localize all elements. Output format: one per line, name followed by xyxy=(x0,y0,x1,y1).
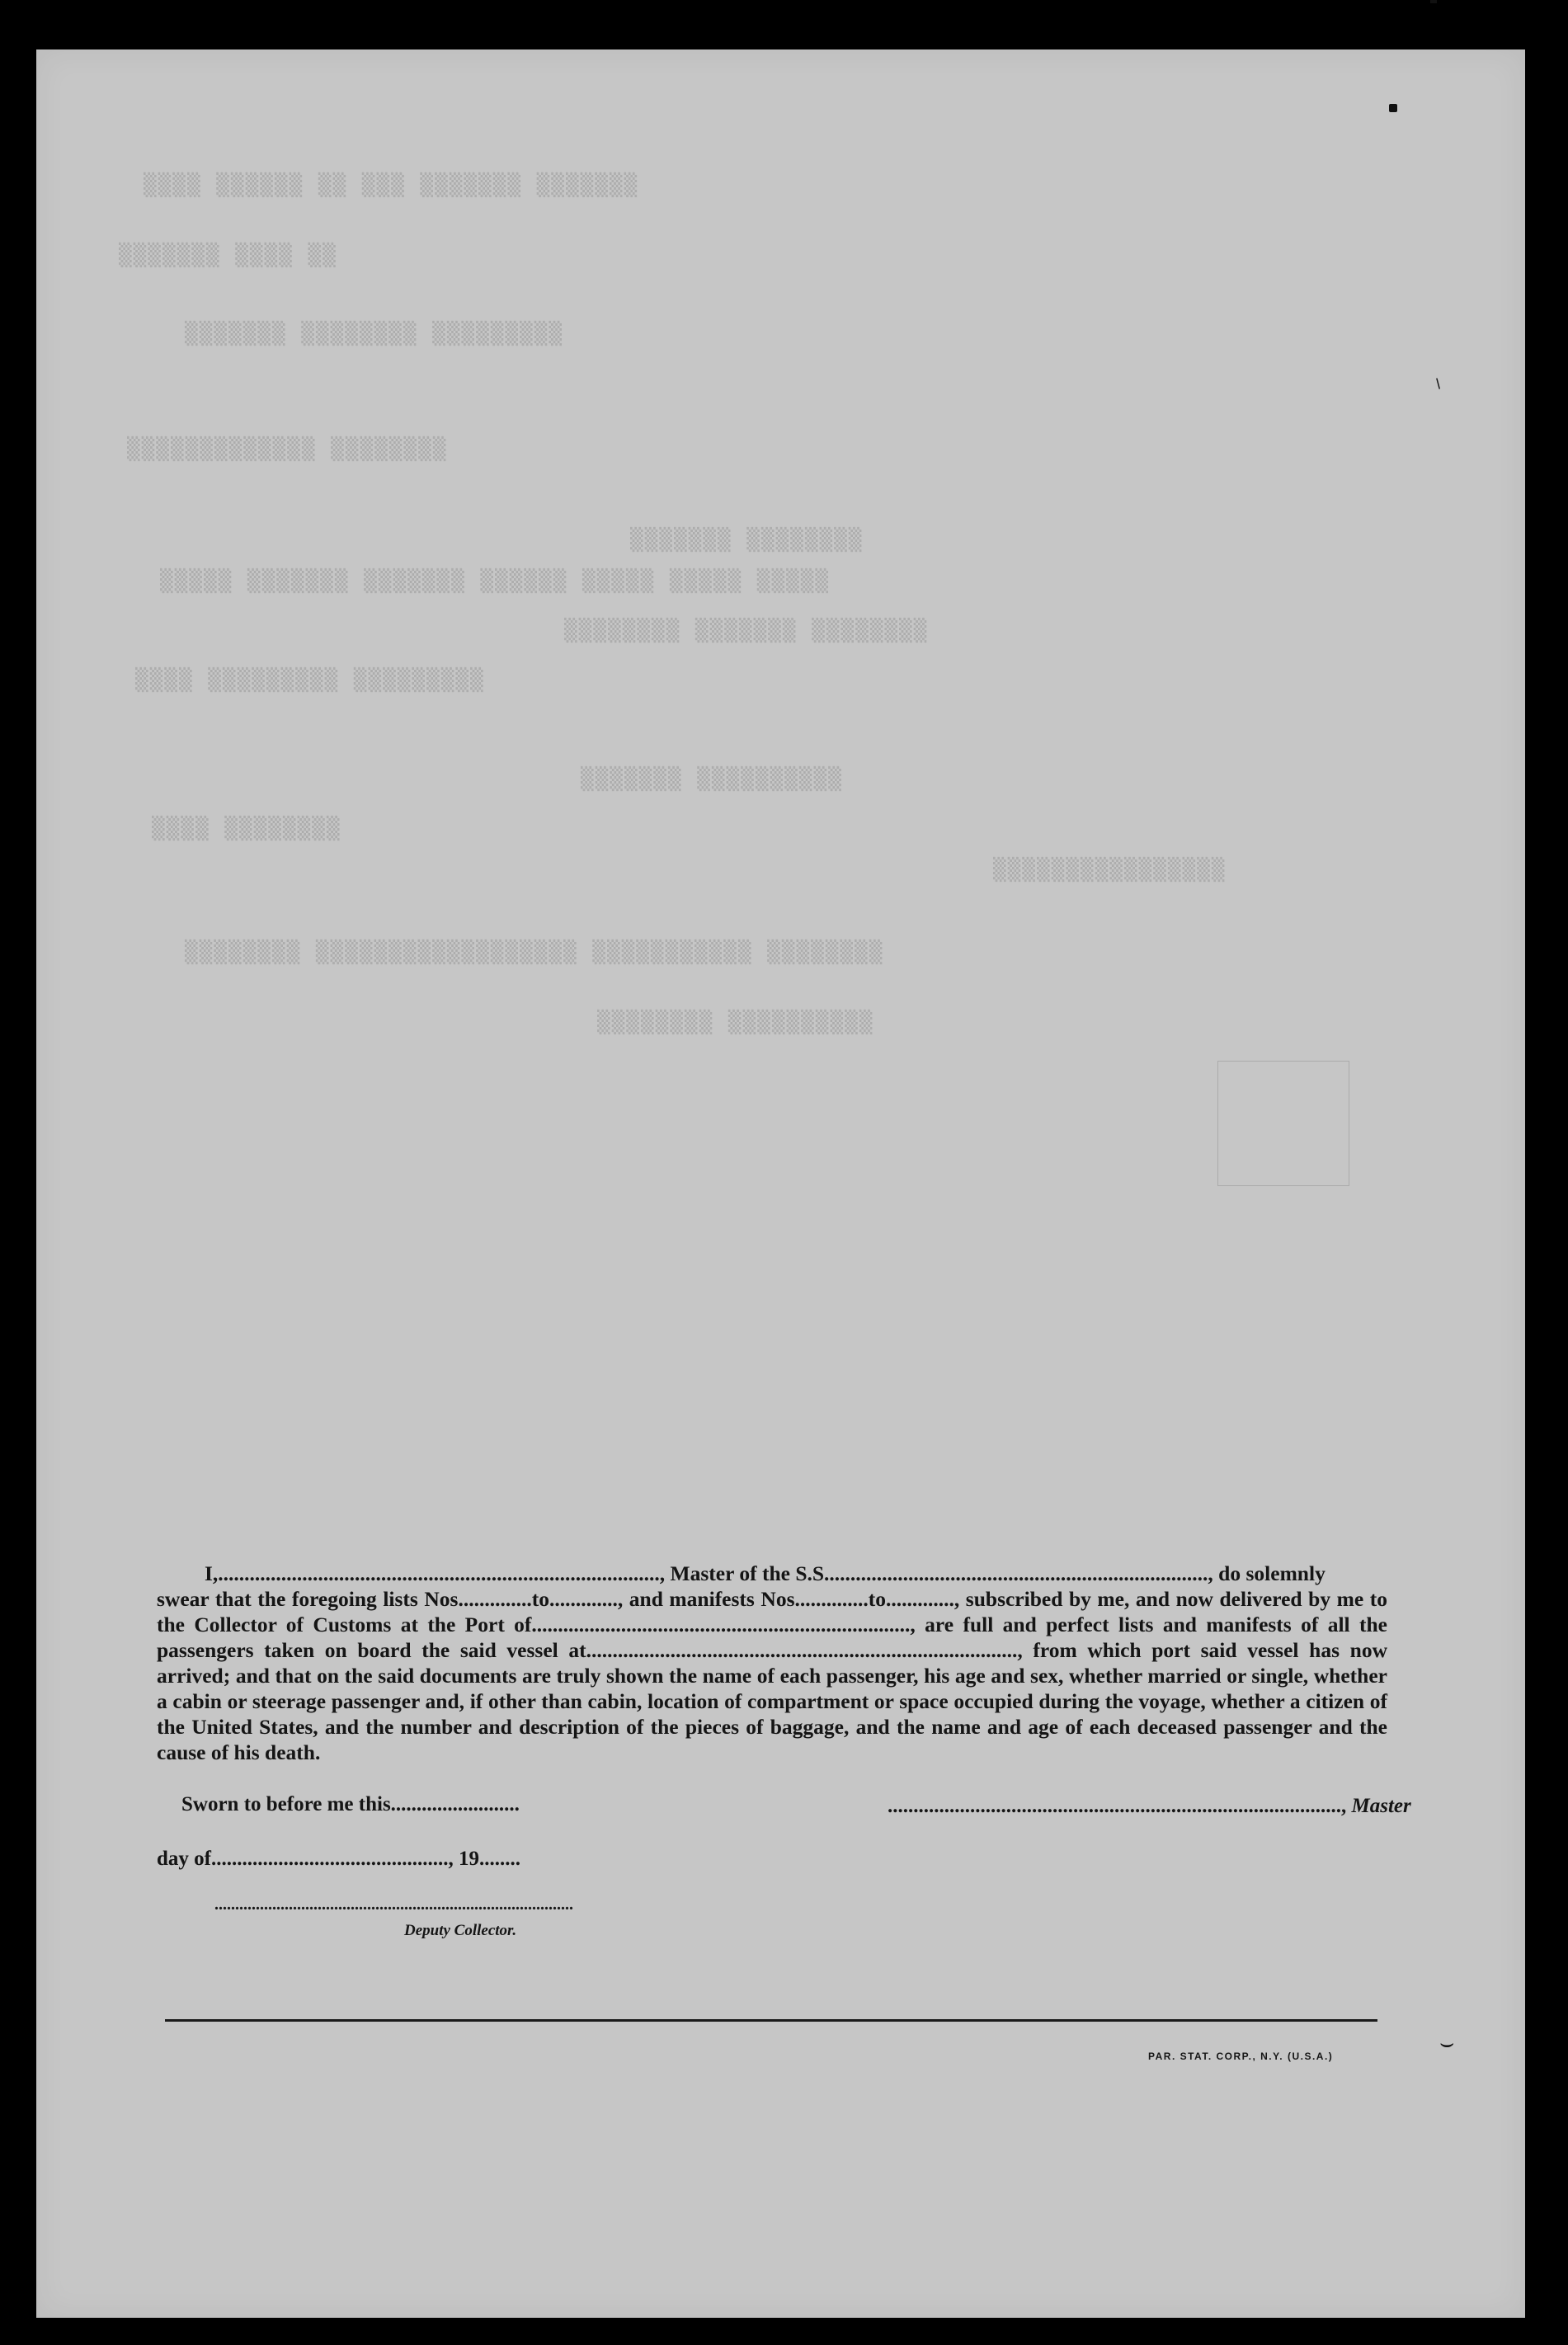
deputy-signature-line: ....................................................................................... xyxy=(214,1895,573,1914)
bleed-through-text: ▒▒▒▒ ▒▒▒▒▒▒▒▒▒ ▒▒▒▒▒▒▒▒▒ xyxy=(135,668,485,693)
deputy-collector-label: Deputy Collector. xyxy=(404,1922,517,1939)
faint-stamp xyxy=(1217,1061,1349,1186)
bleed-through-text: ▒▒▒▒▒▒▒▒ ▒▒▒▒▒▒▒ ▒▒▒▒▒▒▒▒ xyxy=(564,619,929,643)
bleed-through-text: ▒▒▒▒▒ ▒▒▒▒▒▒▒ ▒▒▒▒▒▒▒ ▒▒▒▒▒▒ ▒▒▒▒▒ ▒▒▒▒▒ ▒▒▒▒▒ xyxy=(160,569,831,594)
sworn-line: Sworn to before me this......................... xyxy=(181,1793,520,1815)
form-page xyxy=(36,49,1525,2318)
bleed-through-text: ▒▒▒▒ ▒▒▒▒▒▒ ▒▒ ▒▒▒ ▒▒▒▒▒▒▒ ▒▒▒▒▒▒▒ xyxy=(144,173,639,198)
bleed-through-text: ▒▒▒▒▒▒▒ ▒▒▒▒▒▒▒▒ xyxy=(630,528,864,553)
printer-imprint: PAR. STAT. CORP., N.Y. (U.S.A.) xyxy=(1148,2051,1334,2062)
edge-mark: ⸜ xyxy=(1429,364,1453,394)
edge-mark: ⌣ xyxy=(1439,2029,1455,2056)
bleed-through-text: ▒▒▒▒ ▒▒▒▒▒▒▒▒ xyxy=(152,817,341,841)
master-signature-line xyxy=(888,1795,1411,1818)
bleed-through-text: ▒▒▒▒▒▒▒ ▒▒▒▒▒▒▒▒ ▒▒▒▒▒▒▒▒▒ xyxy=(185,322,563,346)
master-dots: ........................................................................................, xyxy=(888,1795,1352,1817)
speck xyxy=(1389,104,1397,112)
bleed-through-text: ▒▒▒▒▒▒▒ ▒▒▒▒▒▒▒▒▒▒ xyxy=(581,767,843,792)
oath-body: swear that the foregoing lists Nos..............to............., and manifests Nos..............to............., subscribed by me, and now delivered by me to the Collector of Customs at the Port of........................................................................, are full and perfect lists and manifests of all the passengers taken on board the said vessel at.................................................................................., from which port said vessel has now arrived; and that on the said documents are truly shown the name of each passenger, his age and sex, whether married or single, whether a cabin or steerage passenger and, if other than cabin, location of compartment or space occupied during the voyage, whether a citizen of the United States, and the number and description of the pieces of baggage, and the name and age of each deceased passenger and the cause of his death. xyxy=(157,1587,1387,1764)
oath-paragraph xyxy=(157,1561,1387,1765)
master-label: Master xyxy=(1351,1795,1411,1817)
bleed-through-text: ▒▒▒▒▒▒▒▒ ▒▒▒▒▒▒▒▒▒▒▒▒▒▒▒▒▒▒ ▒▒▒▒▒▒▒▒▒▒▒ ▒▒▒▒▒▒▒▒ xyxy=(185,940,884,965)
oath-first-line: I,...................................................................................., Master of the S.S........................................................................., do solemnly xyxy=(205,1561,1326,1585)
bottom-rule xyxy=(165,2019,1377,2022)
bleed-through-text: ▒▒▒▒▒▒▒▒▒▒▒▒▒ ▒▒▒▒▒▒▒▒ xyxy=(127,437,448,462)
day-line: day of.............................................., 19........ xyxy=(157,1848,520,1870)
bleed-through-text: ▒▒▒▒▒▒▒▒ ▒▒▒▒▒▒▒▒▒▒ xyxy=(597,1010,874,1035)
bleed-through-text: ▒▒▒▒▒▒▒▒▒▒▒▒▒▒▒▒ xyxy=(993,858,1227,883)
bleed-through-text: ▒▒▒▒▒▒▒ ▒▒▒▒ ▒▒ xyxy=(119,243,337,268)
speck xyxy=(1430,0,1437,3)
